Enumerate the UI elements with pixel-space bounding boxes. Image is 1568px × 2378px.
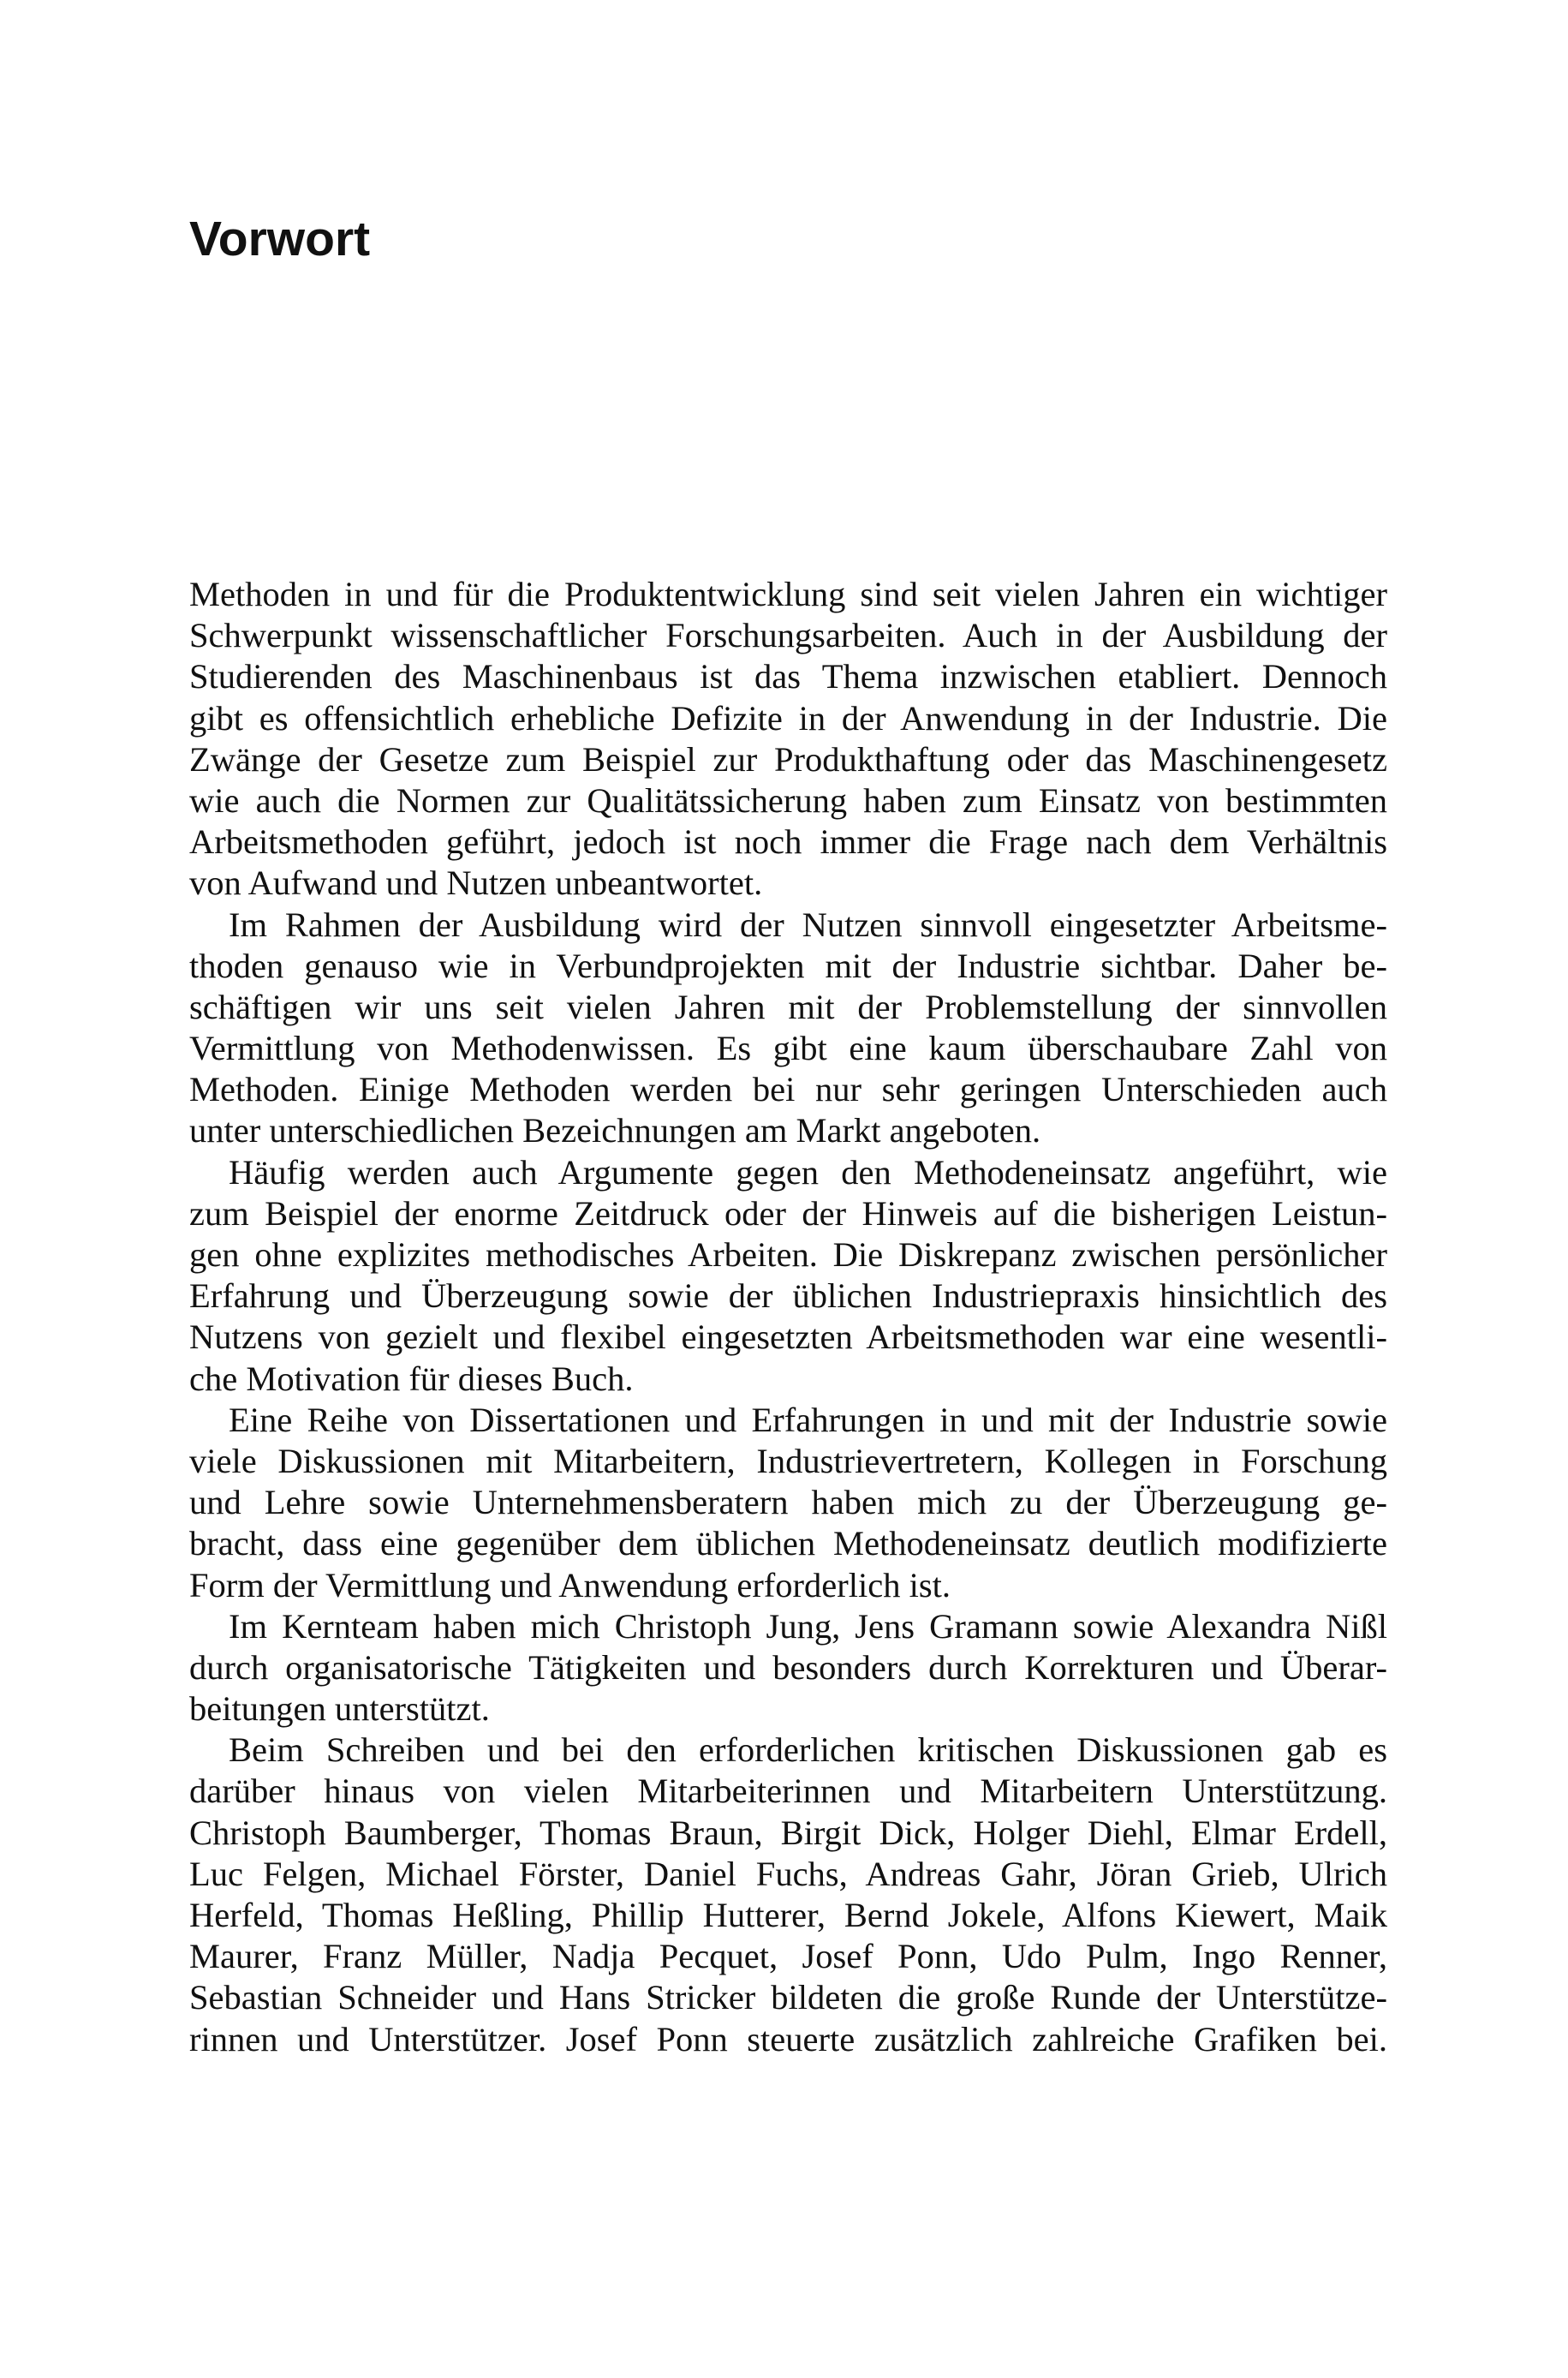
text-line: Im Kernteam haben mich Christoph Jung, Jens Gramann sowie Alexandra Nißl	[229, 1606, 1387, 1646]
text-line: Eine Reihe von Dissertationen und Erfahrungen in und mit der Industrie sowie	[229, 1400, 1387, 1439]
text-line: Form der Vermittlung und Anwendung erforderlich ist.	[189, 1565, 951, 1604]
text-line: Erfahrung und Überzeugung sowie der üblichen Industriepraxis hinsichtlich des	[189, 1276, 1387, 1316]
text-line: von Aufwand und Nutzen unbeantwortet.	[189, 863, 763, 903]
text-line: gibt es offensichtlich erhebliche Defizite in der Anwendung in der Industrie. Die	[189, 698, 1387, 738]
text-line: gen ohne explizites methodisches Arbeiten. Die Diskrepanz zwischen persönlicher	[189, 1235, 1387, 1274]
text-line: Zwänge der Gesetze zum Beispiel zur Produkthaftung oder das Maschinengesetz	[189, 739, 1387, 779]
text-line: Herfeld, Thomas Heßling, Phillip Hutterer, Bernd Jokele, Alfons Kiewert, Maik	[189, 1896, 1387, 1934]
text-line: wie auch die Normen zur Qualitätssicherung haben zum Einsatz von bestimmten	[189, 780, 1387, 820]
text-line: Studierenden des Maschinenbaus ist das Thema inzwischen etabliert. Dennoch	[189, 657, 1387, 696]
text-line: zum Beispiel der enorme Zeitdruck oder der Hinweis auf die bisherigen Leistun-	[189, 1193, 1387, 1233]
text-line: Schwerpunkt wissenschaftlicher Forschungsarbeiten. Auch in der Ausbildung der	[189, 616, 1387, 655]
text-line: schäftigen wir uns seit vielen Jahren mit der Problemstellung der sinnvollen	[189, 987, 1387, 1026]
text-line: Methoden in und für die Produktentwicklung sind seit vielen Jahren ein wichtiger	[189, 575, 1387, 613]
text-line: Arbeitsmethoden geführt, jedoch ist noch immer die Frage nach dem Verhältnis	[189, 822, 1387, 862]
text-line: rinnen und Unterstützer. Josef Ponn steuerte zusätzlich zahlreiche Grafiken bei.	[189, 2019, 1387, 2058]
text-line: unter unterschiedlichen Bezeichnungen am Markt angeboten.	[189, 1111, 1041, 1150]
text-line: durch organisatorische Tätigkeiten und besonders durch Korrekturen und Überar-	[189, 1647, 1387, 1687]
text-line: Maurer, Franz Müller, Nadja Pecquet, Josef Ponn, Udo Pulm, Ingo Renner,	[189, 1937, 1387, 1976]
text-line: Luc Felgen, Michael Förster, Daniel Fuchs, Andreas Gahr, Jöran Grieb, Ulrich	[189, 1854, 1387, 1893]
page-title: Vorwort	[189, 212, 371, 266]
text-line: Häufig werden auch Argumente gegen den Methodeneinsatz angeführt, wie	[229, 1152, 1387, 1192]
text-line: che Motivation für dieses Buch.	[189, 1359, 634, 1398]
text-line: bracht, dass eine gegenüber dem üblichen Methodeneinsatz deutlich modifizierte	[189, 1524, 1387, 1563]
text-line: Christoph Baumberger, Thomas Braun, Birgit Dick, Holger Diehl, Elmar Erdell,	[189, 1813, 1387, 1852]
text-line: und Lehre sowie Unternehmensberatern haben mich zu der Überzeugung ge-	[189, 1483, 1387, 1522]
body-text	[189, 574, 1387, 2060]
text-line: Im Rahmen der Ausbildung wird der Nutzen sinnvoll eingesetzter Arbeitsme-	[229, 905, 1387, 944]
text-line: Methoden. Einige Methoden werden bei nur sehr geringen Unterschieden auch	[189, 1070, 1387, 1109]
text-line: viele Diskussionen mit Mitarbeitern, Industrievertretern, Kollegen in Forschung	[189, 1441, 1387, 1480]
text-line: thoden genauso wie in Verbundprojekten mit der Industrie sichtbar. Daher be-	[189, 946, 1387, 985]
text-line: Vermittlung von Methodenwissen. Es gibt eine kaum überschaubare Zahl von	[189, 1029, 1387, 1068]
text-line: Sebastian Schneider und Hans Stricker bildeten die große Runde der Unterstütze-	[189, 1978, 1387, 2017]
text-line: Nutzens von gezielt und flexibel eingesetzten Arbeitsmethoden war eine wesentli-	[189, 1317, 1387, 1357]
text-line: Beim Schreiben und bei den erforderlichen kritischen Diskussionen gab es	[229, 1730, 1387, 1770]
text-line: darüber hinaus von vielen Mitarbeiterinnen und Mitarbeitern Unterstützung.	[189, 1772, 1387, 1811]
text-line: beitungen unterstützt.	[189, 1689, 490, 1729]
